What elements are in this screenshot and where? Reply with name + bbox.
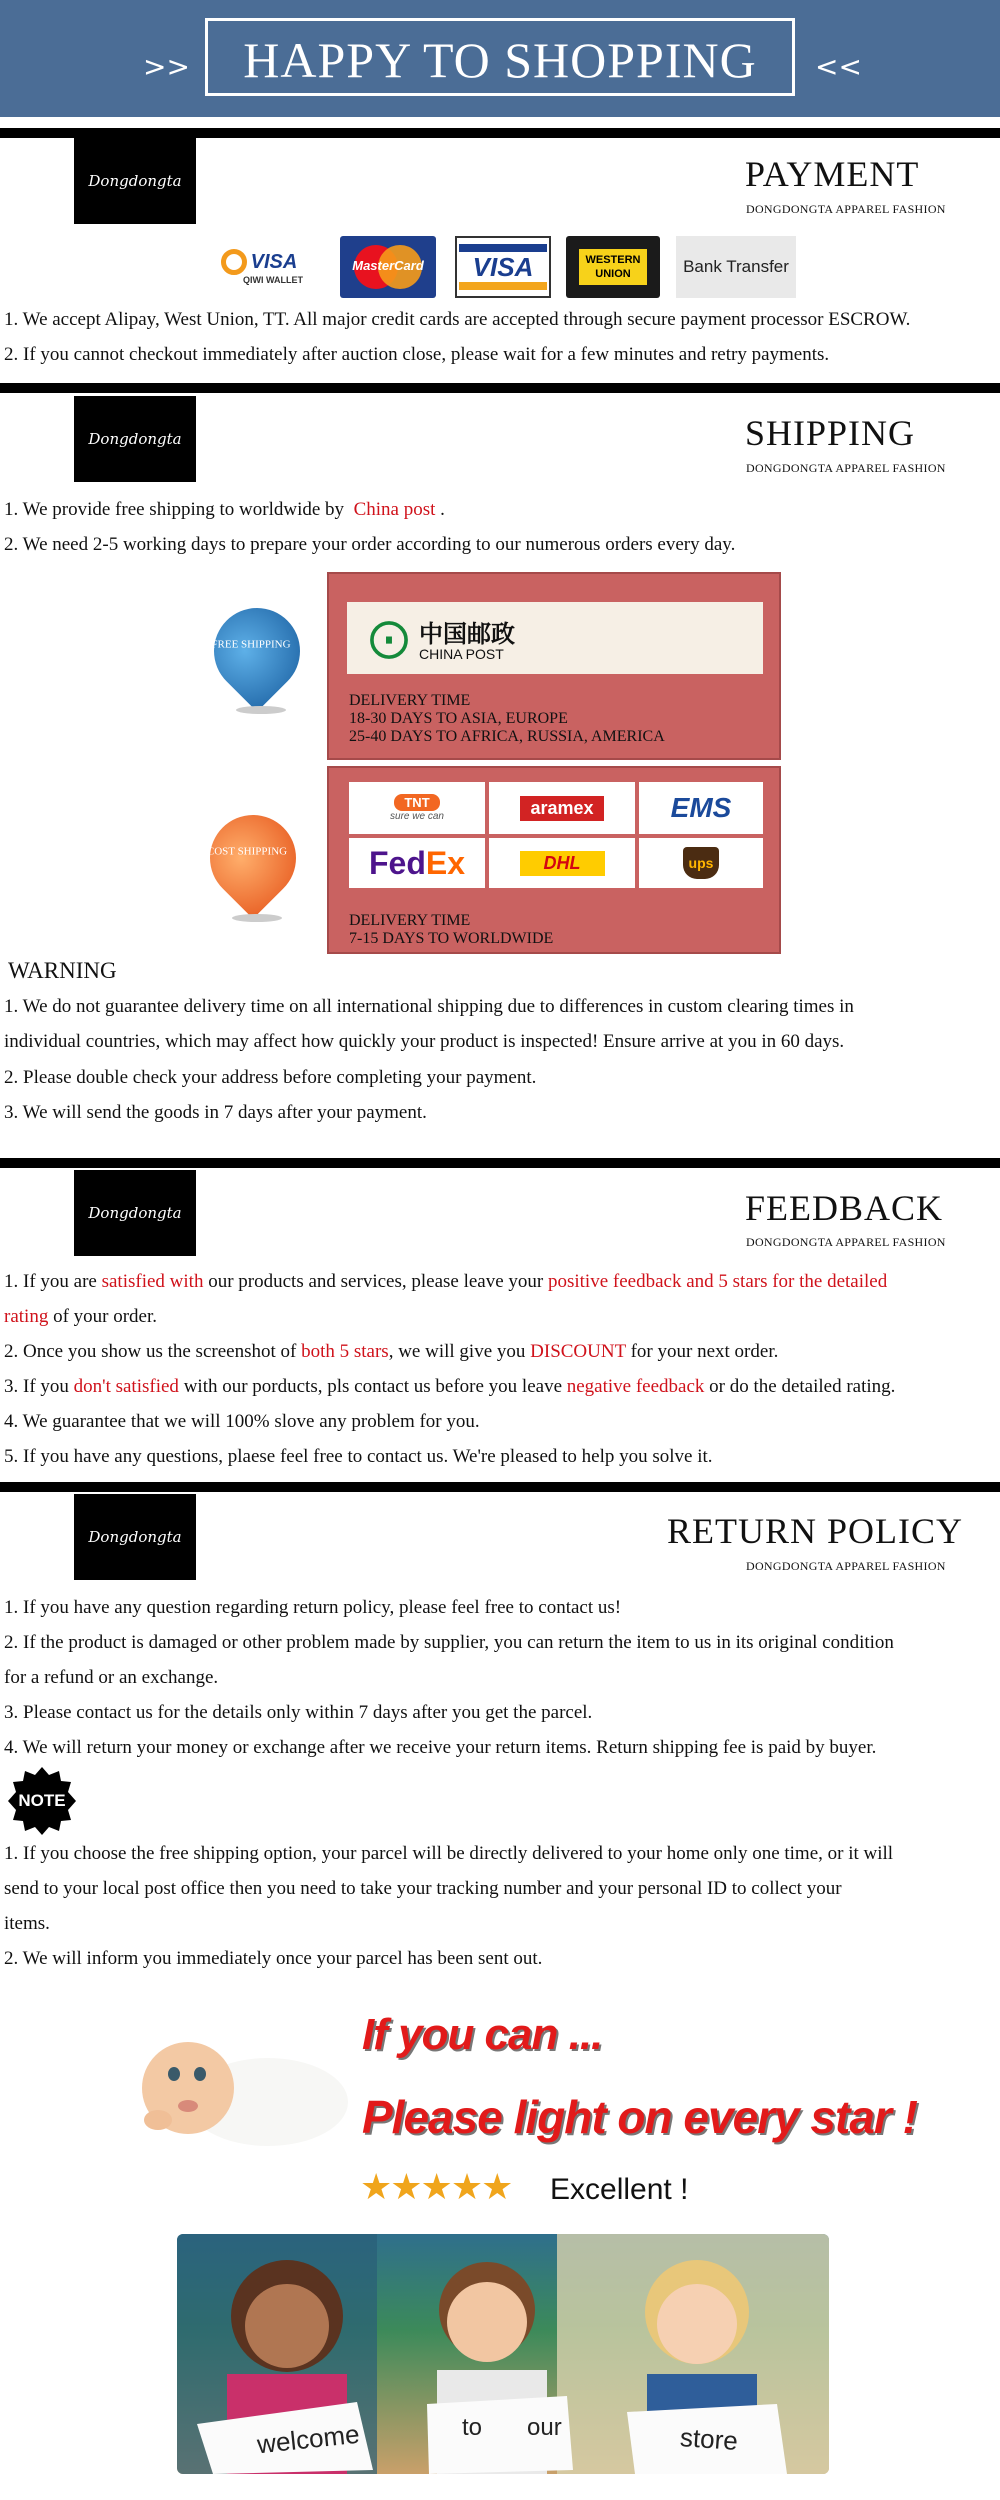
express-panel [327,766,781,954]
payment-title: PAYMENT [745,154,920,194]
shipping-title: SHIPPING [745,413,916,453]
banner-title: HAPPY TO SHOPPING [205,18,795,96]
feedback-line-3: 3. If you don't satisfied with our porducts, pls contact us before you leave negative feedback or do the detailed rating. [4,1376,896,1397]
sign-welcome: welcome [255,2418,361,2460]
warning-line-2: 2. Please double check your address before completing your payment. [4,1067,537,1088]
payment-subtitle: DONGDONGTA APPAREL FASHION [746,202,946,216]
section-divider [0,128,1000,138]
return-policy-title: RETURN POLICY [667,1511,964,1551]
baby-image [128,2010,356,2160]
warning-line-3: 3. We will send the goods in 7 days after your payment. [4,1102,427,1123]
ems-logo: EMS [639,782,763,834]
shipping-line-2: 2. We need 2-5 working days to prepare your order according to our numerous orders every day. [4,534,736,555]
return-line-2a: 2. If the product is damaged or other problem made by supplier, you can return the item to us in its original condition [4,1632,894,1653]
section-divider [0,383,1000,393]
return-line-2b: for a refund or an exchange. [4,1667,219,1688]
pin-shadow [236,706,286,714]
express-delivery-time: 7-15 DAYS TO WORLDWIDE [349,930,554,947]
delivery-asia: 18-30 DAYS TO ASIA, EUROPE [349,710,568,727]
if-you-can-text: If you can ... [362,2010,603,2059]
feedback-title: FEEDBACK [745,1188,944,1228]
mastercard-icon: MasterCard [340,236,436,298]
note-line-2: 2. We will inform you immediately once your parcel has been sent out. [4,1948,543,1969]
payment-line-1: 1. We accept Alipay, West Union, TT. All major credit cards are accepted through secure payment processor ESCROW. [4,309,911,330]
dhl-logo: DHL [489,838,635,888]
delivery-africa: 25-40 DAYS TO AFRICA, RUSSIA, AMERICA [349,728,665,745]
ups-logo: ups [639,838,763,888]
light-every-star-text: Please light on every star ! [362,2091,917,2143]
china-post-cn: 中国邮政 [419,620,515,648]
top-banner [0,0,1000,117]
feedback-line-5: 5. If you have any questions, plaese feel free to contact us. We're pleased to help you solve it. [4,1446,713,1467]
warning-line-1b: individual countries, which may affect how quickly your product is inspected! Ensure arrive at you in 60 days. [4,1031,845,1052]
china-post-en: CHINA POST [419,646,504,662]
china-post-icon: ⨀ [369,615,409,661]
express-delivery-label: DELIVERY TIME [349,912,471,929]
free-shipping-pin-icon: FREE SHIPPING [196,590,318,712]
shipping-subtitle: DONGDONGTA APPAREL FASHION [746,461,946,475]
right-arrows: << [815,50,862,83]
feedback-line-2: 2. Once you show us the screenshot of both 5 stars, we will give you DISCOUNT for your next order. [4,1341,779,1362]
welcome-kids-image [177,2234,829,2474]
note-line-1a: 1. If you choose the free shipping option, your parcel will be directly delivered to your home only one time, or it will [4,1843,894,1864]
excellent-text: Excellent ! [550,2173,689,2206]
brand-logo: Dongdongta [74,1170,196,1256]
western-union-icon: WESTERN UNION [566,236,660,298]
fedex-logo: Fed Ex [349,838,485,888]
payment-line-2: 2. If you cannot checkout immediately after auction close, please wait for a few minutes and retry payments. [4,344,830,365]
qiwi-visa-icon: VISA QIWI WALLET [196,236,322,298]
china-post-logo [347,602,763,674]
sign-store: store [679,2422,739,2456]
feedback-line-1b: rating of your order. [4,1306,158,1327]
section-divider [0,1158,1000,1168]
brand-logo: Dongdongta [74,1494,196,1580]
cost-shipping-pin-icon: COST SHIPPING [192,797,314,919]
visa-icon: VISA [455,236,551,298]
note-line-1b: send to your local post office then you need to take your tracking number and your personal ID to collect your [4,1878,842,1899]
feedback-line-1a: 1. If you are satisfied with our products and services, please leave your positive feedback and 5 stars for the detailed [4,1271,888,1292]
brand-logo: Dongdongta [74,396,196,482]
feedback-subtitle: DONGDONGTA APPAREL FASHION [746,1235,946,1249]
feedback-line-4: 4. We guarantee that we will 100% slove any problem for you. [4,1411,480,1432]
warning-line-1a: 1. We do not guarantee delivery time on all international shipping due to differences in custom clearing times in [4,996,854,1017]
note-line-1c: items. [4,1913,50,1934]
sign-to: to [462,2414,483,2441]
brand-logo: Dongdongta [74,138,196,224]
pin-shadow [232,914,282,922]
delivery-label: DELIVERY TIME [349,692,471,709]
return-policy-subtitle: DONGDONGTA APPAREL FASHION [746,1559,946,1573]
aramex-logo: aramex [489,782,635,834]
shipping-line-1: 1. We provide free shipping to worldwide by China post . [4,499,445,520]
note-badge-icon: NOTE [8,1767,76,1835]
sign-our: our [527,2414,562,2441]
warning-title: WARNING [8,958,117,983]
tnt-logo: TNT sure we can [349,782,485,834]
return-line-3: 3. Please contact us for the details only within 7 days after you get the parcel. [4,1702,593,1723]
return-line-4: 4. We will return your money or exchange after we receive your return items. Return shipping fee is paid by buyer. [4,1737,877,1758]
five-stars-icon: ★★★★★ [360,2167,512,2208]
bank-transfer-icon: Bank Transfer [676,236,796,298]
left-arrows: >> [143,50,190,83]
return-line-1: 1. If you have any question regarding return policy, please feel free to contact us! [4,1597,622,1618]
china-post-panel [327,572,781,760]
section-divider [0,1482,1000,1492]
